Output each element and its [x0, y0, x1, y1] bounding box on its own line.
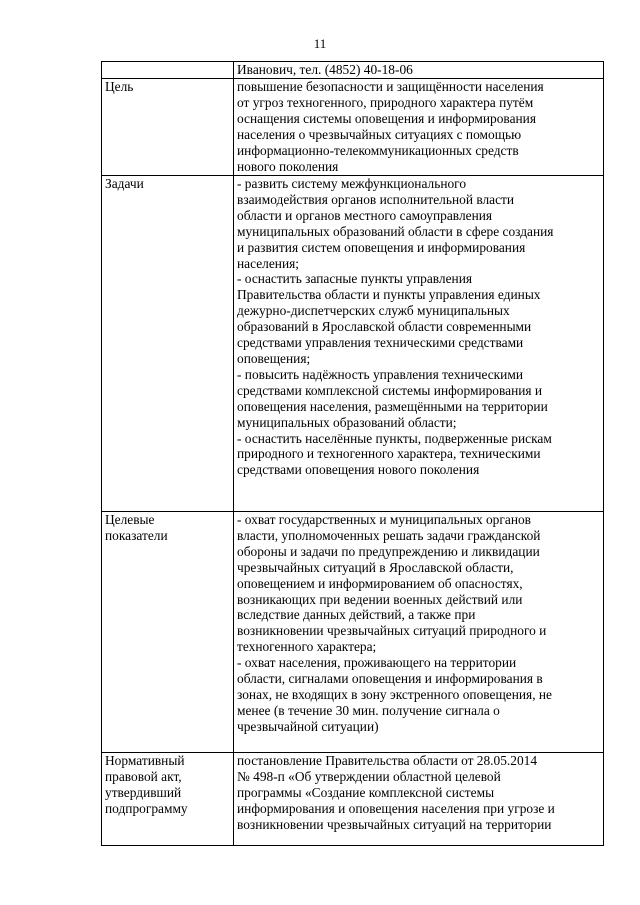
value-line: области и органов местного самоуправления: [237, 207, 493, 223]
program-passport-table: [101, 61, 604, 846]
value-line: населения о чрезвычайных ситуациях с помощью: [237, 126, 522, 142]
value-line: Иванович, тел. (4852) 40-18-06: [237, 62, 413, 77]
table-body: [102, 62, 604, 846]
value-line: менее (в течение 30 мин. получение сигнала о: [237, 702, 500, 718]
value-line: образований в Ярославской области современными: [237, 319, 532, 335]
row-label-cell: [102, 512, 234, 753]
value-line: оповещения населения, размещёнными на территории: [237, 398, 548, 414]
label-line: Целевые: [105, 512, 155, 527]
value-line: № 498-п «Об утверждении областной целевой: [237, 768, 501, 784]
table-row: [102, 512, 604, 753]
value-line: природного и техногенного характера, техническими: [237, 446, 541, 462]
value-line: возникающих при ведении военных действий или: [237, 591, 523, 607]
value-line: информационно-телекоммуникационных средств: [237, 142, 519, 158]
value-line: - развить систему межфункционального: [237, 176, 467, 191]
value-line: населения;: [237, 255, 299, 271]
value-line: и развития систем оповещения и информирования: [237, 239, 526, 255]
value-line: - повысить надёжность управления техническими: [237, 366, 523, 382]
value-line: области, сигналами оповещения и информирования в: [237, 671, 543, 687]
value-line: - оснастить населённые пункты, подверженные рискам: [237, 430, 552, 446]
page-number: 11: [313, 36, 327, 51]
value-line: взаимодействия органов исполнительной власти: [237, 191, 515, 207]
value-line: Правительства области и пункты управления единых: [237, 287, 541, 303]
value-line: зонах, не входящих в зону экстренного оповещения, не: [237, 686, 552, 702]
value-line: муниципальных образований области в сфере создания: [237, 223, 554, 239]
label-line: Задачи: [105, 176, 144, 191]
row-label-cell: [102, 62, 234, 79]
value-line: техногенного характера;: [237, 639, 377, 655]
value-line: - охват населения, проживающего на территории: [237, 655, 517, 671]
value-line: возникновении чрезвычайных ситуаций на территории: [237, 816, 552, 832]
value-line: программы «Создание комплексной системы: [237, 784, 495, 800]
value-line: чрезвычайной ситуации): [237, 718, 379, 734]
row-label-cell: [102, 176, 234, 512]
row-value-cell: [234, 176, 604, 512]
value-line: нового поколения: [237, 158, 339, 174]
row-label-cell: [102, 79, 234, 176]
label-line: утвердивший: [105, 784, 182, 800]
table-row: [102, 176, 604, 512]
label-line: подпрограмму: [105, 800, 188, 816]
value-line: от угроз техногенного, природного характера путём: [237, 94, 534, 110]
value-line: средствами управления техническими средствами: [237, 335, 524, 351]
value-line: постановление Правительства области от 28.05.2014: [237, 753, 538, 768]
table-row: [102, 753, 604, 846]
value-line: средствами оповещения нового поколения: [237, 462, 480, 478]
label-line: Цель: [105, 79, 134, 94]
value-line: власти, уполномоченных решать задачи гражданской: [237, 527, 541, 543]
value-line: оповещения;: [237, 350, 311, 366]
value-line: повышение безопасности и защищённости населения: [237, 79, 544, 94]
row-value-cell: [234, 753, 604, 846]
row-value-cell: [234, 79, 604, 176]
row-label-cell: [102, 753, 234, 846]
row-value-cell: [234, 62, 604, 79]
value-line: вследствие данных действий, а также при: [237, 607, 476, 623]
table-row: [102, 79, 604, 176]
value-line: возникновении чрезвычайных ситуаций природного и: [237, 623, 547, 639]
value-line: - оснастить запасные пункты управления: [237, 271, 473, 287]
label-line: показатели: [105, 527, 168, 543]
value-line: обороны и задачи по предупреждению и ликвидации: [237, 543, 540, 559]
value-line: средствами комплексной системы информирования и: [237, 382, 543, 398]
row-value-cell: [234, 512, 604, 753]
value-line: муниципальных образований области;: [237, 414, 457, 430]
label-line: правовой акт,: [105, 768, 182, 784]
label-line: Нормативный: [105, 753, 185, 768]
value-line: дежурно-диспетчерских служб муниципальных: [237, 303, 510, 319]
value-line: оснащения системы оповещения и информирования: [237, 110, 537, 126]
value-line: информирования и оповещения населения при угрозе и: [237, 800, 555, 816]
table-row: [102, 62, 604, 79]
value-line: чрезвычайных ситуаций в Ярославской области,: [237, 559, 514, 575]
value-line: - охват государственных и муниципальных органов: [237, 512, 531, 527]
value-line: оповещением и информированием об опасностях,: [237, 575, 523, 591]
